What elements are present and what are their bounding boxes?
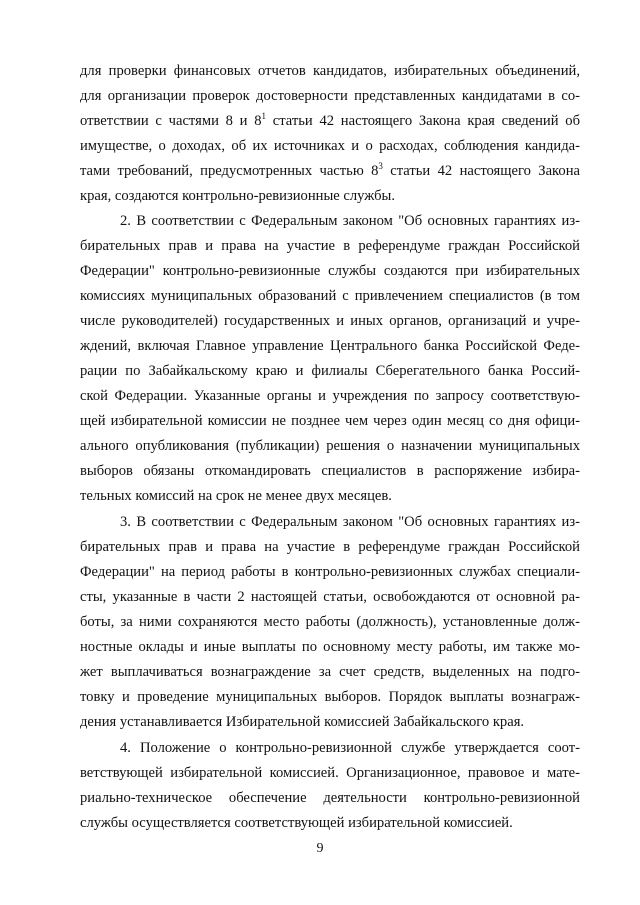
text-line: Федерации" контрольно-ревизионные службы создаются при избирательных [80,263,580,279]
text-line: рации по Забайкальскому краю и филиалы Сберегательного банка Россий- [80,363,580,379]
text-line: тами требований, предусмотренных частью $8^3$ статьи 42 настоящего Закона [80,161,580,179]
text-line: жет выплачиваться вознаграждение за счет средств, выделенных на подго- [80,664,580,680]
text-line: ответствии с частями 8 и $8^1$ статьи 42 настоящего Закона края сведений об [80,111,580,129]
text-line: для проверки финансовых отчетов кандидатов, избирательных объединений, [80,63,580,79]
text-line: товку и проведение муниципальных выборов. Порядок выплаты вознаграж- [80,689,580,705]
text-line: ской Федерации. Указанные органы и учреждения по запросу соответствую- [80,388,580,404]
text-line: ностные оклады и иные выплаты по основному месту работы, им также мо- [80,639,580,655]
text-line: числе руководителей) государственных и иных органов, организаций и учре- [80,313,580,329]
text-line: тельных комиссий на срок не менее двух месяцев. [80,488,392,504]
text-line: края, создаются контрольно-ревизионные службы. [80,188,396,204]
text-line: бирательных прав и права на участие в референдуме граждан Российской [80,539,580,555]
paragraph-start-line: 4. Положение о контрольно-ревизионной службе утверждается соот- [120,740,580,756]
paragraph-start-line: 2. В соответствии с Федеральным законом "Об основных гарантиях из- [120,213,580,229]
text-line: бирательных прав и права на участие в референдуме граждан Российской [80,238,580,254]
superscript: 3 [378,161,383,171]
superscript: 1 [261,111,267,121]
text-line: для организации проверок достоверности представленных кандидатами в со- [80,88,580,104]
text-line: дения устанавливается Избирательной комиссией Забайкальского края. [80,714,525,730]
text-line: выборов обязаны откомандировать специалистов в распоряжение избира- [80,463,580,479]
text-line: сты, указанные в части 2 настоящей статьи, освобождаются от основной ра- [80,589,580,605]
paragraph-start-line: 3. В соответствии с Федеральным законом "Об основных гарантиях из- [120,514,580,530]
text-line: щей избирательной комиссии не позднее чем через один месяц со дня офици- [80,413,580,429]
text-line: ждений, включая Главное управление Центрального банка Российской Феде- [80,338,580,354]
text-line: службы осуществляется соответствующей избирательной комиссией. [80,815,513,831]
text-line: боты, за ними сохраняются место работы (должность), установленные долж- [80,614,580,630]
text-line: имуществе, о доходах, об их источниках и о расходах, соблюдения кандида- [80,138,580,154]
text-line: Федерации" на период работы в контрольно-ревизионных службах специали- [80,564,580,580]
text-line: риально-техническое обеспечение деятельности контрольно-ревизионной [80,790,580,806]
text-line: ветствующей избирательной комиссией. Организационное, правовое и мате- [80,765,580,781]
text-line: ального опубликования (публикации) решения о назначении муниципальных [80,438,580,454]
page-number: 9 [316,841,324,856]
text-line: комиссиях муниципальных образований с привлечением специалистов (в том [80,288,580,304]
